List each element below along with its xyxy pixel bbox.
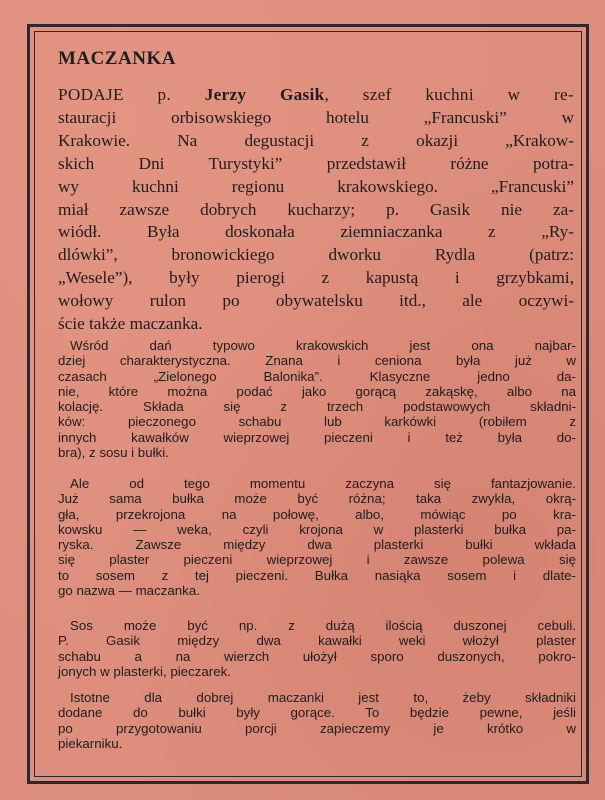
lead-text: wy kuchni regionu krakowskiego. „Francuski”: [58, 176, 574, 196]
body-paragraph: [58, 338, 576, 460]
body-line: nie, które można podać jako gorącą zakąskę, albo na: [58, 383, 576, 399]
lead-line: [58, 130, 574, 153]
lead-line: [58, 84, 574, 107]
body-paragraph: [58, 476, 576, 598]
lead-text: wołowy rulon po obywatelsku itd., ale oczywi-: [58, 291, 574, 311]
body-line: się plaster pieczeni wieprzowej i zawsze polewa się: [58, 552, 576, 568]
lead-text: miał zawsze dobrych kucharzy; p. Gasik nie za-: [58, 199, 574, 219]
body-line: piekarniku.: [58, 735, 123, 751]
body-line: kolację. Składa się z trzech podstawowych składni-: [58, 399, 576, 415]
body-line: to sosem z tej pieczeni. Bułka nasiąka sosem i dlate-: [58, 567, 576, 583]
body-line: bra), z sosu i bułki.: [58, 445, 169, 461]
lead-text: ście także maczanka.: [58, 314, 203, 334]
lead-text: „Wesele”), były pierogi z kapustą i grzybkami,: [58, 268, 574, 288]
lead-line: [58, 267, 574, 290]
body-line: Istotne dla dobrej maczanki jest to, żeby składniki: [70, 690, 576, 705]
body-line: ków: pieczonego schabu lub karkówki (robiłem z: [58, 414, 576, 430]
lead-text: PODAJE p.: [58, 85, 205, 104]
body-line: kowsku — weka, czyli krojona w plasterki bułka pa-: [58, 521, 576, 537]
lead-line: [58, 290, 574, 313]
author-name: Jerzy Gasik: [204, 85, 325, 104]
body-line: go nazwa — maczanka.: [58, 583, 200, 599]
body-line: Wśród dań typowo krakowskich jest ona najbar-: [70, 338, 576, 353]
lead-text: , szef kuchni w re-: [324, 85, 575, 104]
body-line: czasach „Zielonego Balonika”. Klasyczne jedno da-: [58, 368, 576, 384]
lead-line: [58, 153, 574, 176]
body-line: ryska. Zawsze między dwa plasterki bułki wkłada: [58, 537, 576, 553]
lead-text: Krakowie. Na degustacji z okazji „Krakow-: [58, 130, 574, 150]
body-paragraph: [58, 690, 576, 751]
body-line: innych kawałków wieprzowej pieczeni i też była do-: [58, 429, 576, 445]
body-line: jonych w plasterki, pieczarek.: [58, 663, 231, 679]
lead-line: [58, 176, 574, 199]
lead-line: [58, 107, 574, 130]
lead-line: [58, 244, 574, 267]
body-line: Sos może być np. z dużą ilością duszonej cebuli.: [70, 618, 576, 633]
article-title: MACZANKA: [58, 48, 176, 69]
body-line: schabu a na wierzch ułożył sporo duszonych, pokro-: [58, 648, 576, 664]
body-line: gła, przekrojona na połowę, albo, mówiąc po kra-: [58, 506, 576, 522]
lead-text: stauracji orbisowskiego hotelu „Francuski” w: [58, 107, 574, 127]
lead-text: wiódł. Była doskonała ziemniaczanka z „Ry-: [58, 222, 574, 242]
lead-line: [58, 199, 574, 222]
body-line: P. Gasik między dwa kawałki weki włożył plaster: [58, 633, 576, 649]
article-lead: [58, 84, 574, 336]
lead-text: dlówki”, bronowickiego dworku Rydla (patrz:: [58, 245, 574, 265]
lead-line: [58, 313, 574, 336]
body-paragraph: [58, 618, 576, 679]
body-line: po przygotowaniu porcji zapieczemy je krótko w: [58, 720, 576, 736]
body-line: dodane do bułki były gorące. To będzie pewne, jeśli: [58, 705, 576, 721]
body-line: Już sama bułka może być różna; taka zwykła, okrą-: [58, 491, 576, 507]
lead-line: [58, 221, 574, 244]
body-line: Ale od tego momentu zaczyna się fantazjowanie.: [70, 476, 576, 491]
body-line: dziej charakterystyczna. Znana i ceniona była już w: [58, 353, 576, 369]
lead-text: skich Dni Turystyki” przedstawił różne potra-: [58, 153, 574, 173]
